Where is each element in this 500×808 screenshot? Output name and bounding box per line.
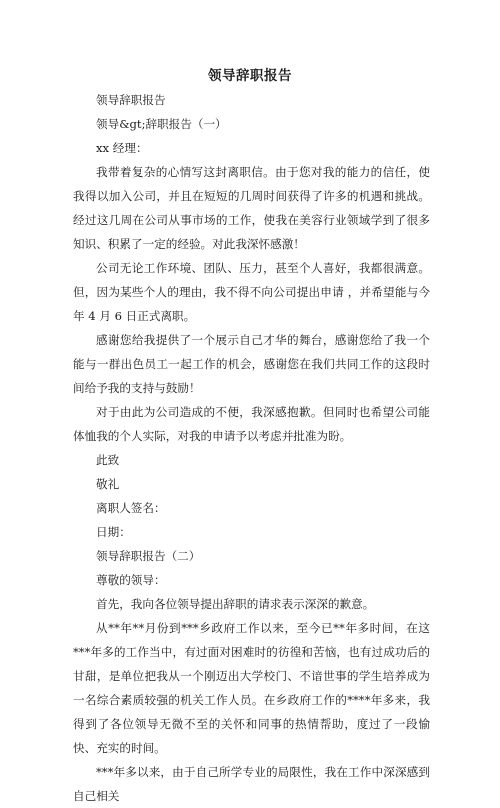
paragraph: ***年多以来，由于自己所学专业的局限性，我在工作中深深感到自己相关: [73, 765, 430, 803]
paragraph: 从**年**月份到***乡政府工作以来，至今已**年多时间，在这***年多的工作当中，有过面对困难时的彷徨和苦恼，也有过成功后的甘甜，是单位把我从一个刚迈出大学校门、不谙世事的学生培养成为一名综合素质较强的机关工作人员。在乡政府工作的****年多来，我得到了各位领导无微不至的关怀和同事的热情帮助，度过了一段愉快、充实的时间。: [73, 621, 430, 755]
paragraph: 领导辞职报告（二）: [96, 549, 201, 563]
paragraph: xx 经理：: [96, 141, 148, 155]
paragraph: 日期：: [96, 525, 131, 539]
paragraph: 离职人签名：: [96, 501, 166, 515]
paragraph: 敬礼: [96, 477, 120, 491]
paragraph: 领导&gt;辞职报告（一）: [96, 117, 227, 131]
document-body: [73, 88, 430, 808]
paragraph: 此致: [96, 453, 120, 467]
document-title: 领导辞职报告: [208, 68, 292, 84]
paragraph: 领导辞职报告: [96, 93, 166, 107]
paragraph: 我带着复杂的心情写这封离职信。由于您对我的能力的信任，使我得以加入公司，并且在短短的几周时间获得了许多的机遇和挑战。经过这几周在公司从事市场的工作，使我在美容行业领域学到了很多知识、积累了一定的经验。对此我深怀感激！: [73, 165, 430, 251]
paragraph: 对于由此为公司造成的不便，我深感抱歉。但同时也希望公司能体恤我的个人实际，对我的申请予以考虑并批准为盼。: [73, 405, 430, 443]
paragraph: 感谢您给我提供了一个展示自己才华的舞台，感谢您给了我一个能与一群出色员工一起工作的机会，感谢您在我们共同工作的这段时间给予我的支持与鼓励！: [73, 333, 430, 395]
paragraph: 公司无论工作环境、团队、压力，甚至个人喜好，我都很满意。但，因为某些个人的理由，我不得不向公司提出申请 ，并希望能与今年 4 月 6 日正式离职。: [73, 261, 430, 323]
paragraph: 尊敬的领导：: [96, 573, 166, 587]
paragraph: 首先，我向各位领导提出辞职的请求表示深深的歉意。: [96, 597, 375, 611]
